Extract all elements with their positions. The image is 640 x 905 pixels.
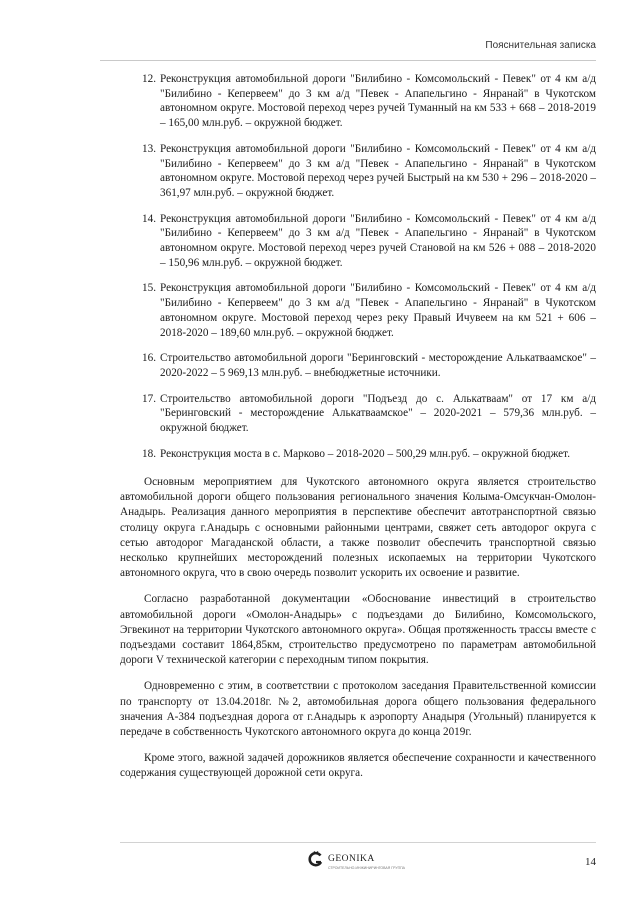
list-item-number: 17. <box>142 392 156 405</box>
list-item-text: Реконструкция автомобильной дороги "Билибино - Комсомольский - Певек" от 4 км а/д "Билибино - Кепервеем" до 3 км а/д "Певек - Апапельгино - Янранай" в Чукотском автономном округе. Мостовой переход через реку Правый Ичувеем на км 521 + 606 – 2018-2020 – 189,60 млн.руб. – окружной бюджет. <box>160 282 596 339</box>
list-item-text: Реконструкция моста в с. Марково – 2018-2020 – 500,29 млн.руб. – окружной бюджет. <box>160 447 570 460</box>
list-item <box>142 142 596 201</box>
geonika-logo-icon <box>308 850 324 872</box>
page-number: 14 <box>585 856 596 868</box>
paragraph-transfer: Одновременно с этим, в соответствии с протоколом заседания Правительственной комиссии по транспорту от 13.04.2018г. №2, автомобильная дорога общего пользования федерального значения А-384 подъездная дорога от г.Анадырь к аэропорту Анадыря (Угольный) планируется к передаче в собственность Чукотского автономного округа до конца 2019г. <box>120 680 596 739</box>
paragraph-documentation: Согласно разработанной документации «Обоснование инвестиций в строительство автомобильной дороги «Омолон-Анадырь» с подъездами до Билибино, Комсомольского, Эгвекинот на территории Чукотского автономного округа». Общая протяженность трассы вместе с подъездами составит 1864,85км, строительство предусмотрено по параметрам автомобильной дороги V технической категории с переходным типом покрытия. <box>120 593 596 667</box>
list-item-text: Реконструкция автомобильной дороги "Билибино - Комсомольский - Певек" от 4 км а/д "Билибино - Кепервеем" до 3 км а/д "Певек - Апапельгино - Янранай" в Чукотском автономном округе. Мостовой переход через ручей Туманный на км 533 + 668 – 2018-2019 – 165,00 млн.руб. – окружной бюджет. <box>160 73 596 130</box>
list-item-number: 14. <box>142 212 156 225</box>
list-item-number: 18. <box>142 447 156 460</box>
logo-name: GEONIKA <box>328 854 375 864</box>
list-item <box>142 351 596 380</box>
geonika-logo <box>308 849 405 877</box>
list-item-text: Строительство автомобильной дороги "Беринговский - месторождение Алькатваамское" – 2020-2022 – 5 969,13 млн.руб. – внебюджетные источники. <box>160 352 596 379</box>
paragraph-main-project: Основным мероприятием для Чукотского автономного округа является строительство автомобильной дороги общего пользования регионального значения Колыма-Омсукчан-Омолон-Анадырь. Реализация данного мероприятия в перспективе обеспечит автотранспортной связью столицу округа г.Анадырь с основными районными центрами, свяжет сеть автодорог округа с сетью автодорог Магаданской области, а также позволит обеспечить транспортной связью несколько крупнейших месторождений полезных ископаемых на территории Чукотского автономного округа, что в свою очередь позволит ускорить их освоение и развитие. <box>120 476 596 580</box>
footer-divider <box>120 842 596 843</box>
list-item-number: 15. <box>142 282 156 295</box>
list-item <box>142 392 596 436</box>
project-list <box>142 72 596 472</box>
list-item <box>142 281 596 340</box>
logo-tagline: СТРОИТЕЛЬНО-ИНЖИНИРИНГОВАЯ ГРУППА <box>328 866 405 870</box>
list-item-text: Реконструкция автомобильной дороги "Билибино - Комсомольский - Певек" от 4 км а/д "Билибино - Кепервеем" до 3 км а/д "Певек - Апапельгино - Янранай" в Чукотском автономном округе. Мостовой переход через ручей Становой на км 526 + 088 – 2018-2020 – 150,96 млн.руб. – окружной бюджет. <box>160 212 596 269</box>
list-item-text: Строительство автомобильной дороги "Подъезд до с. Алькатваам" от 17 км а/д "Беринговский - месторождение Алькатваамское" – 2020-2021 – 579,36 млн.руб. – окружной бюджет. <box>160 392 596 435</box>
paragraph-maintenance: Кроме этого, важной задачей дорожников является обеспечение сохранности и качественного содержания существующей дорожной сети округа. <box>120 752 596 780</box>
document-header-title: Пояснительная записка <box>485 40 596 51</box>
list-item-number: 16. <box>142 352 156 365</box>
list-item <box>142 212 596 271</box>
list-item <box>142 72 596 131</box>
list-item-text: Реконструкция автомобильной дороги "Билибино - Комсомольский - Певек" от 4 км а/д "Билибино - Кепервеем" до 3 км а/д "Певек - Апапельгино - Янранай" в Чукотском автономном округе. Мостовой переход через ручей Быстрый на км 530 + 296 – 2018-2020 – 361,97 млн.руб. – окружной бюджет. <box>160 142 596 199</box>
body-paragraphs <box>120 475 596 793</box>
list-item-number: 13. <box>142 142 156 155</box>
header-divider <box>100 60 596 61</box>
list-item-number: 12. <box>142 73 156 85</box>
list-item <box>142 447 596 462</box>
